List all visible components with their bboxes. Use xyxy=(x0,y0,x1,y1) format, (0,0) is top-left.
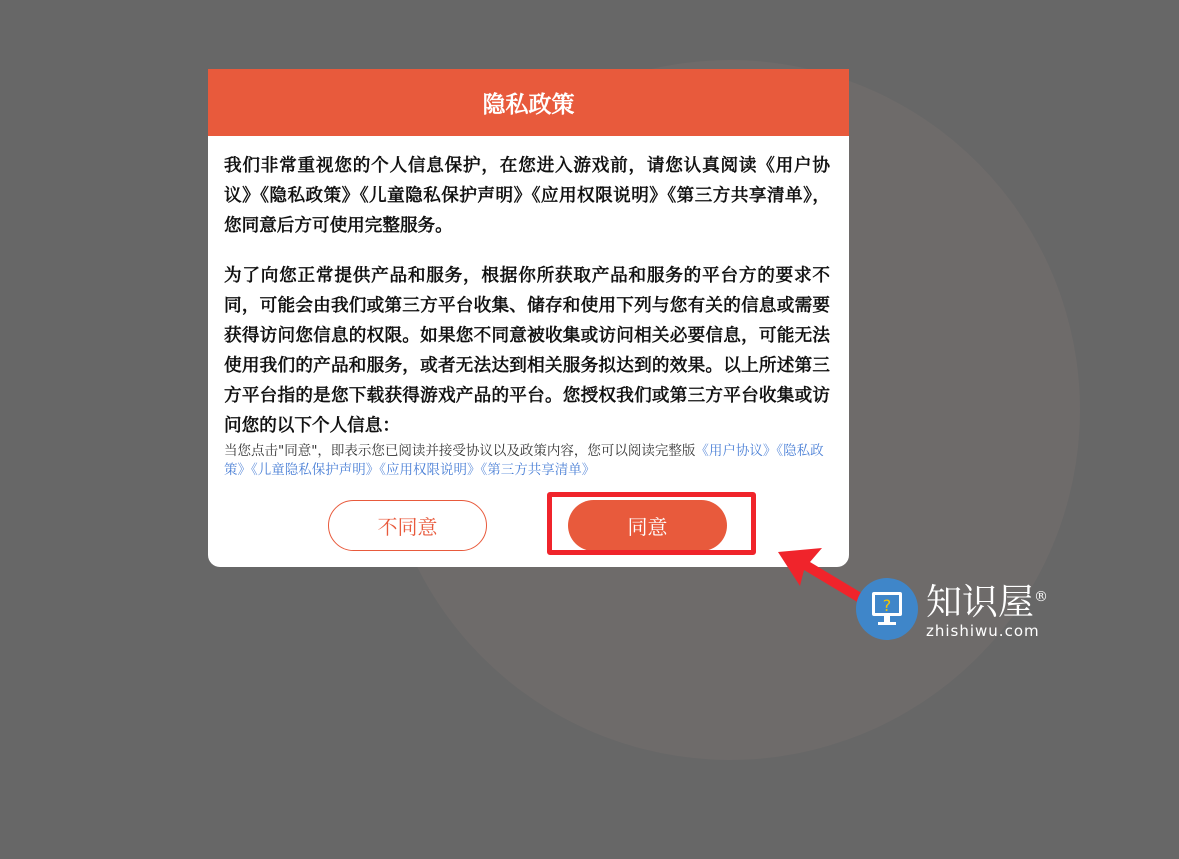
highlight-box xyxy=(547,492,756,555)
svg-text:?: ? xyxy=(882,596,892,615)
dialog-title: 隐私政策 xyxy=(208,69,849,136)
disagree-button[interactable]: 不同意 xyxy=(328,500,487,551)
watermark-name: 知识屋 xyxy=(926,582,1035,623)
policy-paragraph: 我们非常重视您的个人信息保护，在您进入游戏前，请您认真阅读《用户协议》《隐私政策》《儿童隐私保护声明》《应用权限说明》《第三方共享清单》，您同意后方可使用完整服务。 xyxy=(224,156,830,236)
link-privacy-policy[interactable]: 《隐私政策》 xyxy=(224,443,824,478)
link-third-party-list[interactable]: 《第三方共享清单》 xyxy=(480,462,596,478)
policy-paragraph: 为了向您正常提供产品和服务，根据你所获取产品和服务的平台方的要求不同，可能会由我们或第三方平台收集、储存和使用下列与您有关的信息或需要获得访问您信息的权限。如果您不同意被收集或访问相关必要信息，可能无法使用我们的产品和服务，或者无法达到相关服务拟达到的效果。以上所述第三方平台指的是您下载获得游戏产品的平台。您授权我们或第三方平台收集或访问您的以下个人信息： xyxy=(224,266,830,436)
policy-text-scroll[interactable] xyxy=(224,151,830,436)
registered-mark: ® xyxy=(1034,589,1049,605)
link-child-privacy[interactable]: 《儿童隐私保护声明》 xyxy=(251,462,380,478)
consent-note xyxy=(224,442,834,480)
watermark-domain: zhishiwu.com xyxy=(926,622,1040,640)
watermark xyxy=(856,578,1048,640)
link-app-permissions[interactable]: 《应用权限说明》 xyxy=(379,462,481,478)
link-user-agreement[interactable]: 《用户协议》 xyxy=(695,443,777,459)
question-monitor-icon xyxy=(856,578,918,640)
agree-button[interactable]: 同意 xyxy=(568,500,727,551)
consent-text: 当您点击"同意"，即表示您已阅读并接受协议以及政策内容，您可以阅读完整版 xyxy=(224,443,696,459)
